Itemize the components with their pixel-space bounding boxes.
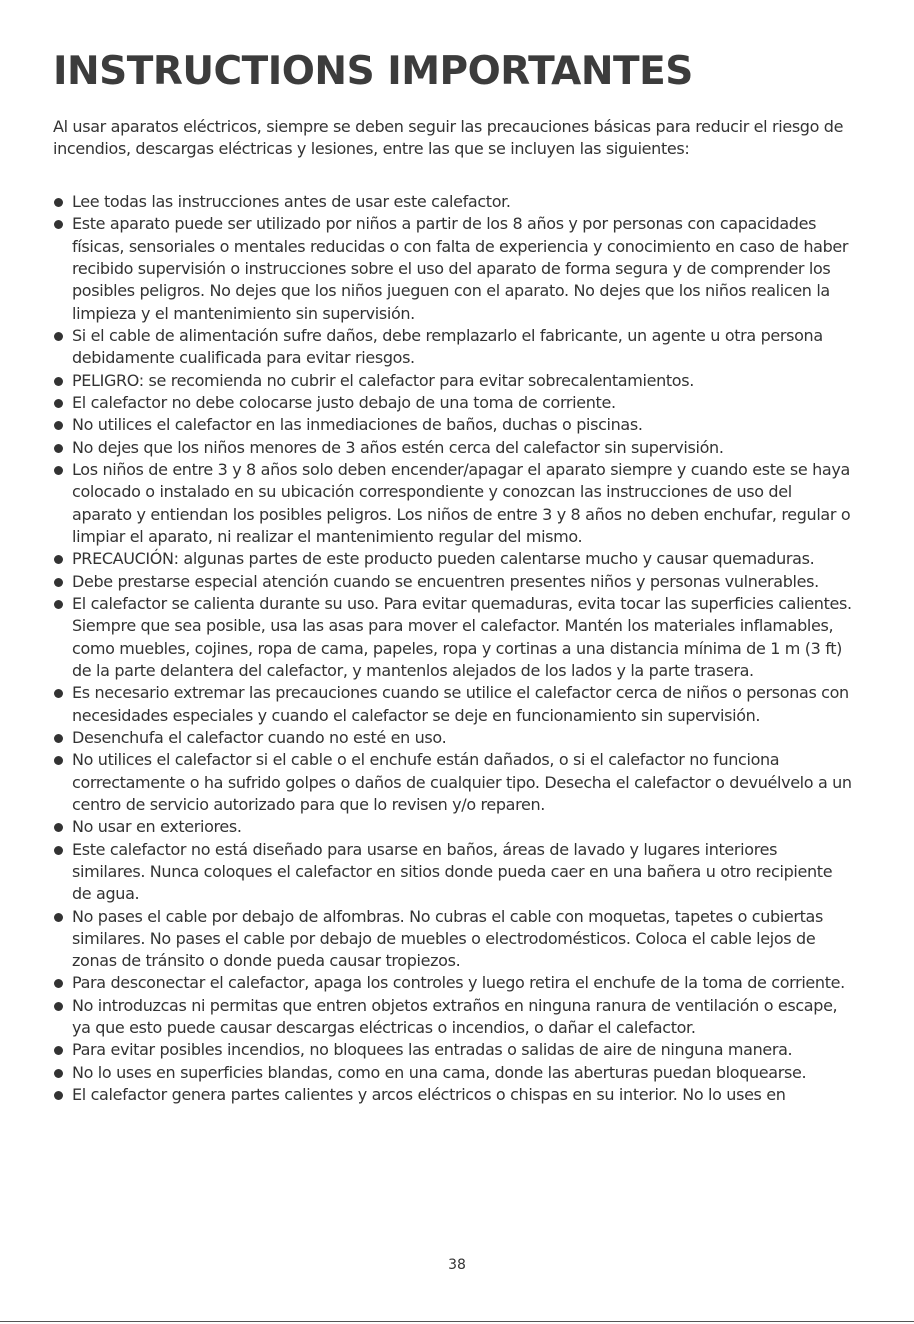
bullet-icon (54, 555, 63, 564)
bullet-icon (54, 689, 63, 698)
footer-divider (0, 1321, 914, 1322)
list-item (53, 325, 853, 370)
list-item (53, 1084, 853, 1106)
bullet-icon (54, 220, 63, 229)
bullet-icon (54, 913, 63, 922)
intro-paragraph: Al usar aparatos eléctricos, siempre se deben seguir las precauciones básicas para reducir el riesgo de incendios, descargas eléctricas y lesiones, entre las que se incluyen las siguientes: (53, 117, 844, 159)
bullet-icon (54, 399, 63, 408)
list-item (53, 839, 853, 906)
list-item (53, 548, 853, 570)
list-item-text: Para evitar posibles incendios, no bloquees las entradas o salidas de aire de ninguna manera. (72, 1040, 793, 1060)
list-item-text: Los niños de entre 3 y 8 años solo deben encender/apagar el aparato siempre y cuando este se haya colocado o instalado en su ubicación correspondiente y conozcan las instrucciones de uso del aparato y entiendan los posibles peligros. Los niños de entre 3 y 8 años no deben enchufar, regular o limpiar el aparato, ni realizar el mantenimiento regular del mismo. (72, 459, 851, 546)
list-item (53, 749, 853, 816)
safety-instructions-list (53, 191, 853, 1106)
list-item-text: Este calefactor no está diseñado para usarse en baños, áreas de lavado y lugares interiores similares. Nunca coloques el calefactor en sitios donde pueda caer en una bañera u otro recipiente de agua. (72, 839, 833, 904)
list-item (53, 414, 853, 436)
list-item (53, 816, 853, 838)
list-item-text: No pases el cable por debajo de alfombras. No cubras el cable con moquetas, tapetes o cubiertas similares. No pases el cable por debajo de muebles o electrodomésticos. Coloca el cable lejos de zonas de tránsito o donde pueda causar tropiezos. (72, 906, 823, 971)
list-item-text: PELIGRO: se recomienda no cubrir el calefactor para evitar sobrecalentamientos. (72, 370, 694, 390)
list-item (53, 437, 853, 459)
list-item-text: El calefactor genera partes calientes y arcos eléctricos o chispas en su interior. No lo uses en (72, 1085, 786, 1105)
list-item-text: PRECAUCIÓN: algunas partes de este producto pueden calentarse mucho y causar quemaduras. (72, 549, 815, 569)
list-item (53, 1039, 853, 1061)
list-item-text: Debe prestarse especial atención cuando se encuentren presentes niños y personas vulnerables. (72, 571, 819, 591)
bullet-icon (54, 198, 63, 207)
bullet-icon (54, 1002, 63, 1011)
list-item (53, 1062, 853, 1084)
bullet-icon (54, 600, 63, 609)
list-item (53, 213, 853, 325)
bullet-icon (54, 979, 63, 988)
bullet-icon (54, 332, 63, 341)
list-item-text: No dejes que los niños menores de 3 años estén cerca del calefactor sin supervisión. (72, 437, 724, 457)
list-item-text: No usar en exteriores. (72, 817, 242, 837)
list-item-text: No introduzcas ni permitas que entren objetos extraños en ninguna ranura de ventilación o escape, ya que esto puede causar descargas eléctricas o incendios, o dañar el calefactor. (72, 995, 838, 1038)
list-item (53, 571, 853, 593)
page-title: INSTRUCTIONS IMPORTANTES (53, 49, 693, 94)
list-item-text: No utilices el calefactor en las inmediaciones de baños, duchas o piscinas. (72, 415, 643, 435)
list-item (53, 995, 853, 1040)
list-item-text: El calefactor se calienta durante su uso. Para evitar quemaduras, evita tocar las superficies calientes. Siempre que sea posible, usa las asas para mover el calefactor. Mantén los materiales inflamables, como muebles, cojines, ropa de cama, papeles, ropa y cortinas a una distancia mínima de 1 m (3 ft) de la parte delantera del calefactor, y mantenlos alejados de los lados y la parte trasera. (72, 593, 852, 680)
list-item (53, 370, 853, 392)
list-item-text: Lee todas las instrucciones antes de usar este calefactor. (72, 192, 511, 211)
bullet-icon (54, 756, 63, 765)
page-number: 38 (448, 1257, 466, 1273)
list-item-text: Este aparato puede ser utilizado por niños a partir de los 8 años y por personas con capacidades físicas, sensoriales o mentales reducidas o con falta de experiencia y conocimiento en caso de haber recibido supervisión o instrucciones sobre el uso del aparato de forma segura y de comprender los posibles peligros. No dejes que los niños jueguen con el aparato. No dejes que los niños realicen la limpieza y el mantenimiento sin supervisión. (72, 214, 849, 323)
list-item (53, 459, 853, 548)
list-item (53, 392, 853, 414)
bullet-icon (54, 1069, 63, 1078)
bullet-icon (54, 377, 63, 386)
list-item-text: El calefactor no debe colocarse justo debajo de una toma de corriente. (72, 392, 616, 412)
list-item (53, 593, 853, 682)
list-item-text: No lo uses en superficies blandas, como en una cama, donde las aberturas puedan bloquearse. (72, 1062, 807, 1082)
list-item (53, 906, 853, 973)
list-item-text: Es necesario extremar las precauciones cuando se utilice el calefactor cerca de niños o personas con necesidades especiales y cuando el calefactor se deje en funcionamiento sin supervisión. (72, 683, 849, 725)
bullet-icon (54, 444, 63, 453)
list-item (53, 727, 853, 749)
list-item (53, 972, 853, 994)
bullet-icon (54, 1046, 63, 1055)
bullet-icon (54, 466, 63, 475)
list-item-text: Para desconectar el calefactor, apaga los controles y luego retira el enchufe de la toma de corriente. (72, 973, 845, 993)
bullet-icon (54, 578, 63, 587)
bullet-icon (54, 823, 63, 832)
list-item-text: No utilices el calefactor si el cable o el enchufe están dañados, o si el calefactor no funciona correctamente o ha sufrido golpes o daños de cualquier tipo. Desecha el calefactor o devuélvelo a un centro de servicio autorizado para que lo revisen y/o reparen. (72, 750, 852, 814)
list-item (53, 682, 853, 727)
list-item (53, 191, 853, 213)
bullet-icon (54, 846, 63, 855)
bullet-icon (54, 734, 63, 743)
bullet-icon (54, 1091, 63, 1100)
bullet-icon (54, 421, 63, 430)
list-item-text: Desenchufa el calefactor cuando no esté en uso. (72, 727, 447, 747)
list-item-text: Si el cable de alimentación sufre daños, debe remplazarlo el fabricante, un agente u otra persona debidamente cualificada para evitar riesgos. (72, 325, 823, 368)
